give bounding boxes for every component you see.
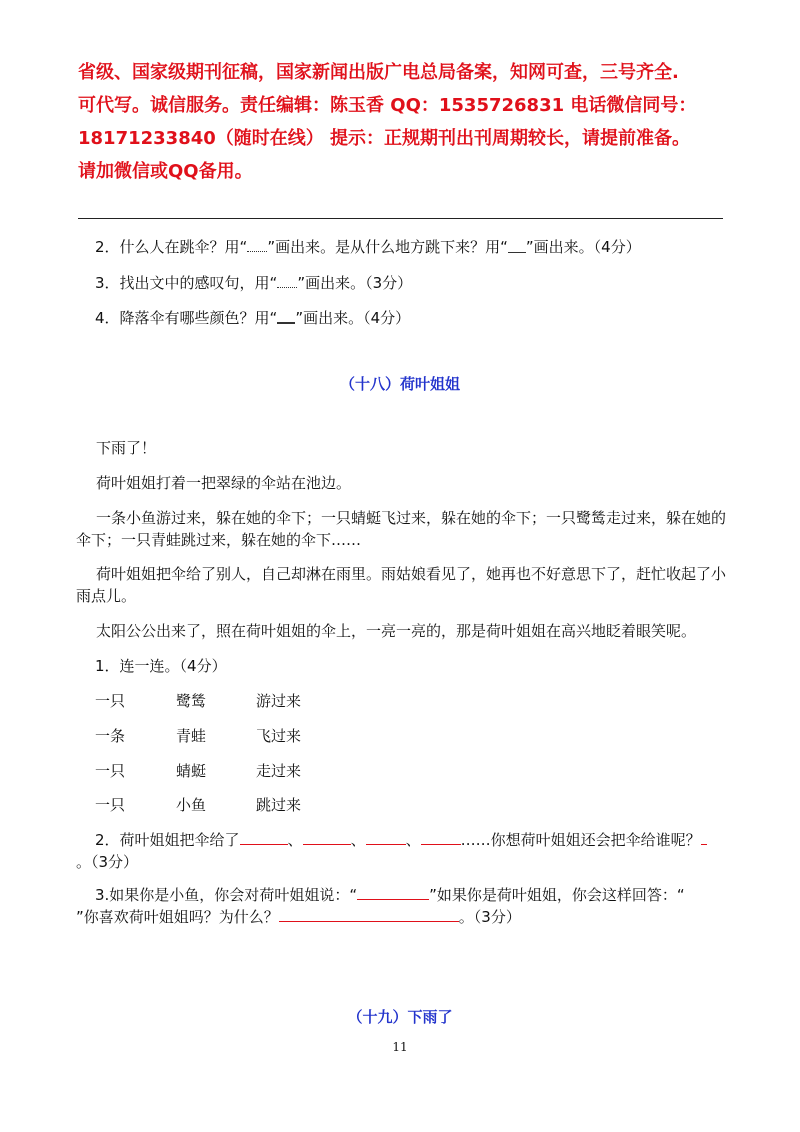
prev-q3-text-b: ”画出来。（3分） [297, 274, 413, 292]
q3-text-a: 3.如果你是小鱼，你会对荷叶姐姐说：“ [95, 886, 358, 904]
answer-blank-4[interactable] [421, 830, 461, 845]
match-measure-word[interactable]: 一只 [95, 796, 126, 814]
match-measure-word[interactable]: 一只 [95, 762, 126, 780]
wavy-underline-mark [247, 243, 267, 252]
passage-paragraph-4: 荷叶姐姐把伞给了别人，自己却淋在雨里。雨姑娘看见了，她再也不好意思下了，赶忙收起了小雨点儿。 [76, 565, 727, 605]
prev-q2-text-a: 2．什么人在跳伞？用“ [95, 238, 248, 256]
match-animal[interactable]: 鹭鸶 [176, 692, 207, 710]
q2-text-a: 2．荷叶姐姐把伞给了 [95, 831, 240, 849]
section-19-title: （十九）下雨了 [347, 1008, 453, 1026]
passage-paragraph-5: 太阳公公出来了，照在荷叶姐姐的伞上，一亮一亮的，那是荷叶姐姐在高兴地眨着眼笑呢。 [96, 622, 697, 640]
answer-blank-7[interactable] [279, 907, 459, 922]
prev-question-3 [95, 272, 412, 293]
prev-question-2 [95, 236, 641, 257]
question-3 [95, 884, 685, 905]
ad-banner [78, 56, 738, 188]
passage-paragraph-1: 下雨了！ [96, 439, 157, 457]
passage-paragraph-3: 一条小鱼游过来，躲在她的伞下；一只蜻蜓飞过来，躲在她的伞下；一只鹭鸶走过来，躲在她的伞下；一只青蛙跳过来，躲在她的伞下…… [76, 509, 727, 549]
straight-underline-mark [508, 243, 526, 253]
match-action[interactable]: 跳过来 [256, 796, 302, 814]
question-2-continued: 。（3分） [76, 853, 139, 871]
page-number: 11 [392, 1040, 408, 1054]
answer-blank-3[interactable] [366, 830, 406, 845]
section-18-title: （十八）荷叶姐姐 [339, 375, 460, 393]
header-divider [78, 218, 723, 219]
match-action[interactable]: 飞过来 [256, 727, 302, 745]
prev-q2-text-c: ”画出来。（4分） [525, 238, 641, 256]
answer-blank-6[interactable] [357, 885, 429, 900]
prev-q2-text-b: ”画出来。是从什么地方跳下来？用“ [267, 238, 508, 256]
question-1-label: 1．连一连。（4分） [95, 657, 227, 675]
prev-question-4 [95, 307, 410, 328]
banner-line-2: 可代写。诚信服务。责任编辑：陈玉香 QQ：1535726831 电话微信同号： [78, 95, 697, 116]
match-animal[interactable]: 青蛙 [176, 727, 207, 745]
prev-q3-text-a: 3．找出文中的感叹句，用“ [95, 274, 278, 292]
q2-separator: 、 [287, 831, 303, 849]
match-action[interactable]: 走过来 [256, 762, 302, 780]
prev-q4-text-b: ”画出来。（4分） [295, 309, 411, 327]
match-action[interactable]: 游过来 [256, 692, 302, 710]
question-3-continued [76, 906, 521, 927]
prev-q4-text-a: 4．降落伞有哪些颜色？用“ [95, 309, 278, 327]
q3-text-b: ”如果你是荷叶姐姐，你会这样回答：“ [429, 886, 685, 904]
answer-blank-5[interactable] [701, 830, 707, 845]
question-2 [95, 829, 707, 850]
match-measure-word[interactable]: 一只 [95, 692, 126, 710]
banner-line-3: 18171233840（随时在线） 提示：正规期刊出刊周期较长，请提前准备。 [78, 128, 691, 149]
match-animal[interactable]: 蜻蜓 [176, 762, 207, 780]
q2-separator: 、 [405, 831, 421, 849]
wavy-underline-mark [277, 279, 297, 288]
double-underline-mark [277, 313, 295, 324]
passage-paragraph-2: 荷叶姐姐打着一把翠绿的伞站在池边。 [96, 474, 352, 492]
banner-line-4: 请加微信或QQ备用。 [78, 161, 253, 182]
q3-text-d: 。（3分） [458, 908, 521, 926]
q3-text-c: ”你喜欢荷叶姐姐吗？为什么？ [76, 908, 279, 926]
banner-line-1: 省级、国家级期刊征稿，国家新闻出版广电总局备案，知网可查，三号齐全. [78, 62, 679, 83]
answer-blank-2[interactable] [303, 830, 351, 845]
answer-blank-1[interactable] [240, 830, 288, 845]
q2-separator: 、 [350, 831, 366, 849]
match-measure-word[interactable]: 一条 [95, 727, 126, 745]
q2-text-b: ……你想荷叶姐姐还会把伞给谁呢？ [460, 831, 701, 849]
match-animal[interactable]: 小鱼 [176, 796, 207, 814]
